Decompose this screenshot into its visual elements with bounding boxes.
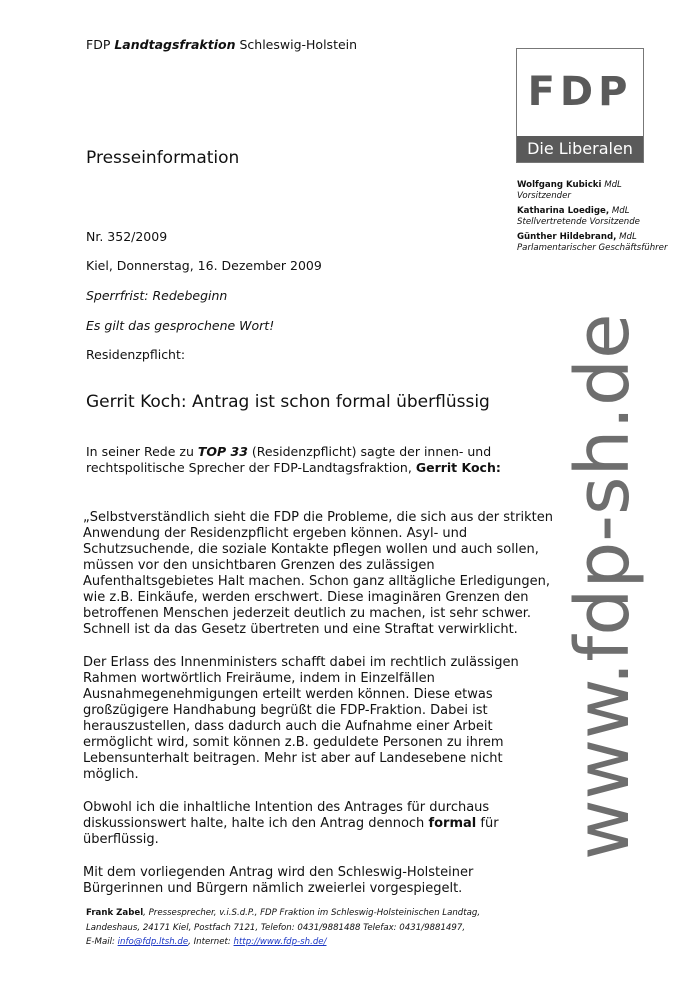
footer-name: Frank Zabel: [86, 908, 144, 918]
body-paragraph-2: Der Erlass des Innenministers schafft dabei im rechtlich zulässigen Rahmen wortwörtlich Freiräume, indem in Einzelfällen Ausnahmegenehmigungen erteilt werden können. Diese etwas großzügigere Handhabung begrüßt die FDP-Fraktion. Dabei ist herauszustellen, dass dadurch auch die Aufnahme einer Arbeit ermöglicht wird, somit können z.B. geduldete Personen zu ihrem Lebensunterhalt beitragen. Mehr ist aber auf Landesebene nicht möglich.: [83, 655, 519, 782]
footer-internet-label: , Internet:: [188, 937, 231, 947]
header-suffix: Schleswig-Holstein: [239, 37, 358, 52]
person-role: Vorsitzender: [517, 191, 571, 201]
fdp-logo: [516, 48, 644, 163]
person-mdl: MdL: [619, 232, 637, 242]
body-paragraph-3: [83, 800, 553, 848]
press-number: Nr. 352/2009: [86, 229, 168, 244]
logo-text: FDP: [527, 69, 633, 115]
headline: Gerrit Koch: Antrag ist schon formal überflüssig: [86, 392, 490, 412]
p3-bold: formal: [428, 816, 477, 831]
header-bold: Landtagsfraktion: [114, 37, 236, 52]
person-entry: [517, 180, 697, 202]
person-name: Günther Hildebrand,: [517, 232, 617, 242]
person-name: Katharina Loedige,: [517, 206, 610, 216]
person-mdl: MdL: [604, 180, 622, 190]
person-name: Wolfgang Kubicki: [517, 180, 602, 190]
intro-paragraph: [86, 444, 506, 476]
page-title: Presseinformation: [86, 148, 240, 168]
body-paragraph-1: „Selbstverständlich sieht die FDP die Probleme, die sich aus der strikten Anwendung der Residenzpflicht ergeben können. Asyl- und Schutzsuchende, die soziale Kontakte pflegen wollen und auch sollen, müssen vor den unsichtbaren Grenzen des zulässigen Aufenthaltsgebietes Halt machen. Schon ganz alltägliche Erledigungen, wie z.B. Einkäufe, werden erschwert. Diese imaginären Grenzen den betroffenen Menschen jederzeit deutlich zu machen, ist sehr schwer. Schnell ist da das Gesetz übertreten und eine Straftat verwirklicht.: [83, 510, 553, 637]
footer-email-link[interactable]: info@fdp.ltsh.de: [117, 937, 189, 947]
footer-internet-link[interactable]: http://www.fdp-sh.de/: [233, 937, 327, 947]
footer-line2: Landeshaus, 24171 Kiel, Postfach 7121, Telefon: 0431/9881488 Telefax: 0431/9881497,: [86, 922, 466, 933]
intro-speaker: Gerrit Koch:: [415, 460, 501, 475]
topic-label: Residenzpflicht:: [86, 347, 186, 362]
intro-part2: (Residenzpflicht) sagte der innen- und rechtspolitische Sprecher der FDP-Landtagsfraktion,: [86, 444, 492, 475]
intro-part1: In seiner Rede zu: [86, 444, 194, 459]
person-role: Parlamentarischer Geschäftsführer: [517, 243, 668, 253]
body-paragraph-4: Mit dem vorliegenden Antrag wird den Schleswig-Holsteiner Bürgerinnen und Bürgern nämlich zweierlei vorgespiegelt.: [83, 865, 474, 896]
p3-part-a: Obwohl ich die inhaltliche Intention des Antrages für durchaus diskussionswert halte, halte ich den Antrag dennoch: [83, 800, 490, 831]
person-mdl: MdL: [611, 206, 630, 216]
speech-body: [83, 510, 553, 914]
footer-email-label: E-Mail:: [86, 937, 115, 947]
press-date: Kiel, Donnerstag, 16. Dezember 2009: [86, 258, 322, 273]
p3-part-c: für überflüssig.: [83, 816, 499, 847]
vertical-website-url: www.fdp-sh.de: [560, 313, 646, 860]
person-entry: [517, 232, 697, 254]
people-list: [517, 180, 697, 258]
spoken-word-note: Es gilt das gesprochene Wort!: [86, 318, 275, 333]
logo-tagline: Die Liberalen: [517, 136, 643, 162]
embargo-note: Sperrfrist: Redebeginn: [86, 288, 228, 303]
footer-contact: [86, 906, 566, 950]
intro-top: TOP 33: [197, 444, 248, 459]
header-line: [86, 37, 357, 52]
person-role: Stellvertretende Vorsitzende: [517, 217, 640, 227]
footer-line1: , Pressesprecher, v.i.S.d.P., FDP Fraktion im Schleswig-Holsteinischen Landtag,: [143, 908, 481, 918]
header-prefix: FDP: [86, 37, 111, 52]
person-entry: [517, 206, 697, 228]
